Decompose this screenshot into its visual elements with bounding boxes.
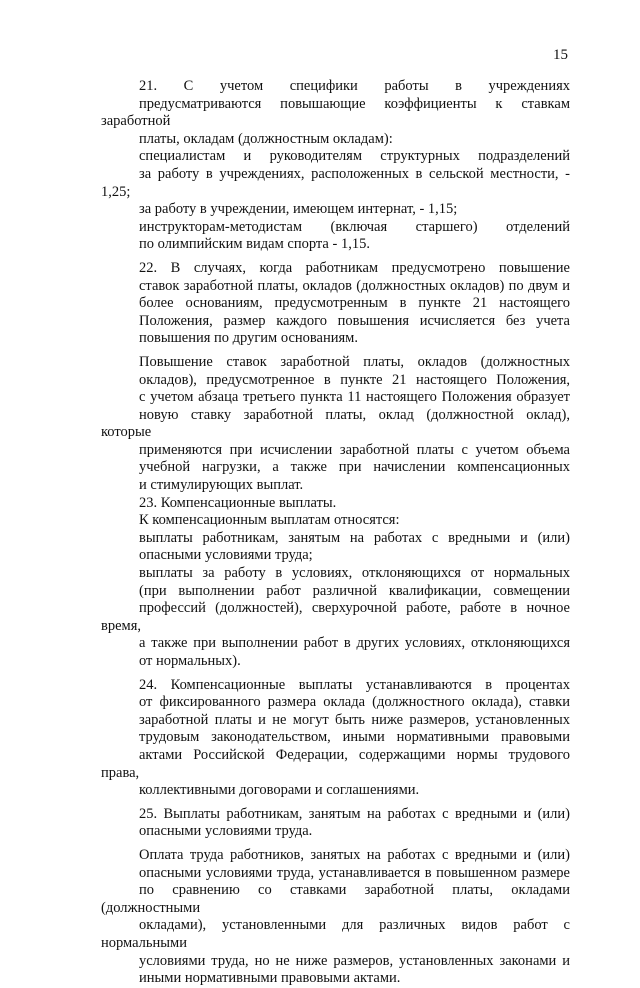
text-line: (при выполнении работ различной квалификации, совмещении [139,582,570,599]
paragraph [101,260,570,348]
paragraph [101,78,570,148]
text-line: условиями труда, но не ниже размеров, установленных законами и [139,952,570,969]
text-line: окладами), установленными для различных видов работ с нормальными [101,917,570,951]
text-line: инструкторам-методистам (включая старшего) отделений [139,218,570,235]
text-line: по сравнению со ставками заработной платы, окладами (должностными [101,882,570,916]
text-line: выплаты за работу в условиях, отклоняющихся от нормальных [139,565,570,582]
text-line: предусматриваются повышающие коэффициенты к ставкам заработной [101,95,570,130]
text-line: 25. Выплаты работникам, занятым на работах с вредными и (или) [139,805,570,822]
text-line: Повышение ставок заработной платы, окладов (должностных [139,353,570,370]
text-line: с учетом абзаца третьего пункта 11 настоящего Положения образует [139,389,570,406]
paragraph [101,219,570,254]
text-line: ставок заработной платы, окладов (должностных окладов) по двум и [139,277,570,294]
text-line: от нормальных). [139,653,241,669]
paragraph [101,148,570,201]
text-line: окладов), предусмотренное в пункте 21 настоящего Положения, [139,371,570,388]
text-line: 22. В случаях, когда работникам предусмотрено повышение [139,259,570,276]
text-line: выплаты работникам, занятым на работах с вредными и (или) [139,529,570,546]
text-line: заработной платы и не могут быть ниже размеров, установленных [139,711,570,728]
text-line: К компенсационным выплатам относятся: [139,512,400,529]
text-line: актами Российской Федерации, содержащими нормы трудового права, [101,746,570,781]
text-line: специалистам и руководителям структурных подразделений [139,148,570,165]
paragraph [101,565,570,671]
text-line: коллективными договорами и соглашениями. [139,782,420,799]
text-line: платы, окладам (должностным окладам): [139,130,393,147]
paragraph [101,512,570,530]
text-line: 24. Компенсационные выплаты устанавливаются в процентах [139,676,570,693]
text-line: от фиксированного размера оклада (должностного оклада), ставки [139,694,570,711]
text-line: а также при выполнении работ в других условиях, отклоняющихся [139,635,570,652]
text-line: более основаниям, предусмотренным в пункте 21 настоящего [139,295,570,312]
text-line: 21. С учетом специфики работы в учреждениях [139,78,570,94]
text-line: новую ставку заработной платы, оклад (должностной оклад), которые [101,406,570,441]
document-body [101,78,570,988]
text-line: Положения, размер каждого повышения исчисляется без учета [139,312,570,329]
text-line: 23. Компенсационные выплаты. [139,494,337,511]
text-line: опасными условиями труда. [139,823,313,840]
text-line: применяются при исчислении заработной платы с учетом объема [139,441,570,458]
text-line: трудовым законодательством, иными нормативными правовыми [139,729,570,746]
paragraph [101,495,570,513]
text-line: повышения по другим основаниям. [139,330,358,347]
text-line: Оплата труда работников, занятых на работах с вредными и (или) [139,846,570,863]
page-number: 15 [553,47,568,63]
text-line: профессий (должностей), сверхурочной работе, работе в ночное время, [101,600,570,634]
paragraph [101,806,570,841]
text-line: иными нормативными правовыми актами. [139,970,401,987]
paragraph [101,354,570,495]
text-line: опасными условиями труда; [139,547,313,564]
text-line: за работу в учреждениях, расположенных в сельской местности, - 1,25; [101,165,570,200]
paragraph [101,847,570,988]
text-line: учебной нагрузки, а также при начислении компенсационных [139,459,570,476]
paragraph [101,677,570,800]
text-line: и стимулирующих выплат. [139,477,304,494]
paragraph [101,530,570,565]
text-line: опасными условиями труда, устанавливается в повышенном размере [139,864,570,881]
text-line: по олимпийским видам спорта - 1,15. [139,236,370,253]
text-line: за работу в учреждении, имеющем интернат, - 1,15; [139,201,458,218]
paragraph [101,201,570,219]
